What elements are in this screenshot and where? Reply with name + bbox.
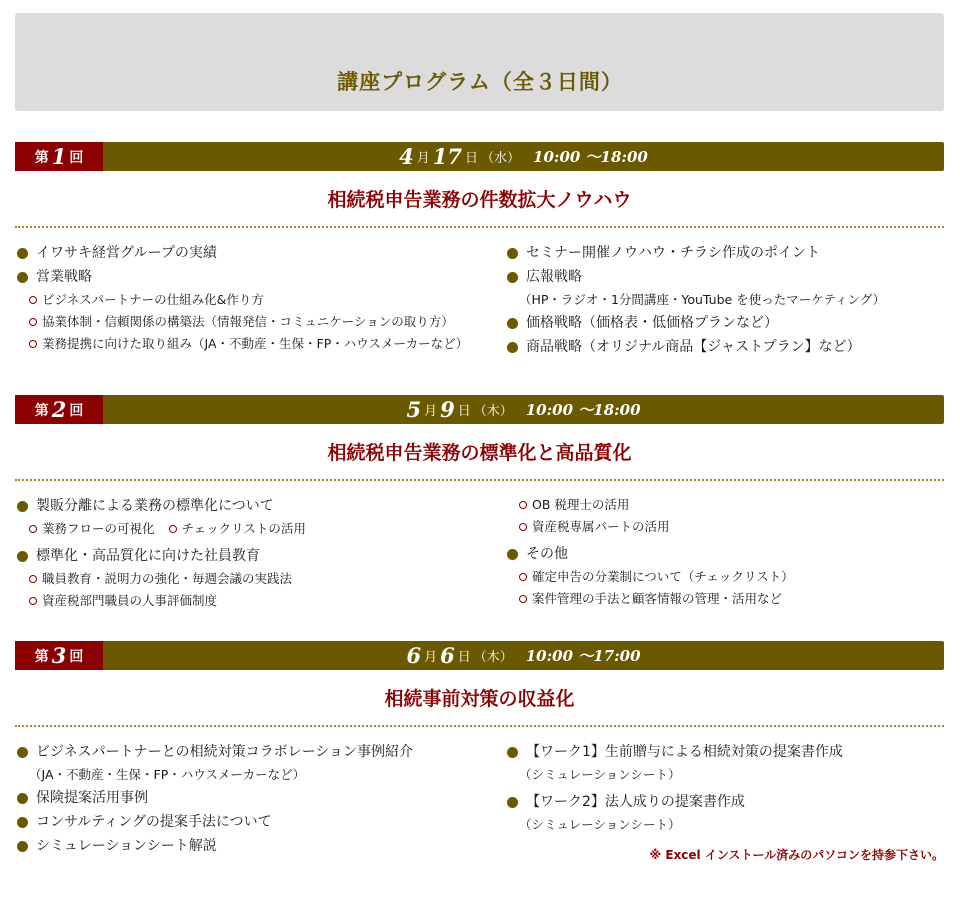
excel-footnote: ※ Excel インストール済みのパソコンを持参下さい。	[649, 848, 944, 862]
item-note: （JA・不動産・生保・FP・ハウスメーカーなど）	[29, 767, 306, 782]
ring-bullet-icon	[29, 340, 37, 348]
session-number: 1	[51, 144, 67, 169]
session-2-date	[103, 395, 944, 424]
date-day-unit: 日	[457, 650, 471, 665]
date-day: 9	[440, 397, 455, 422]
date-weekday: （水）	[481, 151, 521, 166]
sub-item-text: 協業体制・信頼関係の構築法（情報発信・コミュニケーションの取り方）	[42, 314, 454, 329]
sub-item-text: 確定申告の分業制について（チェックリスト）	[532, 569, 794, 584]
session-2-badge	[15, 395, 103, 424]
list-item-text: コンサルティングの提案手法について	[36, 814, 272, 830]
bullet-icon	[17, 747, 28, 758]
session-2-title: 相続税申告業務の標準化と高品質化	[327, 442, 632, 464]
sub-item-text: 資産税部門職員の人事評価制度	[42, 593, 218, 608]
date-month: 5	[406, 397, 422, 422]
list-item-text: 【ワーク2】法人成りの提案書作成	[526, 794, 745, 810]
dotted-divider	[15, 479, 944, 481]
session-1-badge	[15, 142, 103, 171]
session-3-badge	[15, 641, 103, 670]
session-label-prefix: 第	[34, 149, 49, 166]
session-label-suffix: 回	[69, 648, 84, 665]
sub-item	[505, 516, 944, 538]
list-item-text: 保険提案活用事例	[36, 790, 148, 806]
bullet-icon	[507, 797, 518, 808]
sub-item	[15, 518, 505, 540]
list-item-text: 広報戦略	[526, 269, 582, 285]
list-item-text: 価格戦略（価格表・低価格プランなど）	[526, 315, 778, 331]
date-month: 6	[406, 643, 422, 668]
header-box	[15, 13, 944, 111]
date-time: 10:00 ～17:00	[525, 647, 641, 665]
list-item	[505, 542, 944, 566]
date-day-unit: 日	[457, 404, 471, 419]
list-item	[15, 810, 505, 834]
bullet-icon	[507, 549, 518, 560]
sub-item	[15, 590, 505, 612]
session-number: 3	[51, 643, 67, 668]
bullet-icon	[17, 272, 28, 283]
session-2-bar	[15, 395, 944, 424]
session-1-bar	[15, 142, 944, 171]
date-day-unit: 日	[465, 151, 479, 166]
sub-item	[15, 568, 505, 590]
bullet-icon	[17, 501, 28, 512]
session-label-prefix: 第	[34, 402, 49, 419]
list-item	[15, 265, 505, 289]
bullet-icon	[507, 248, 518, 259]
bullet-icon	[17, 793, 28, 804]
ring-bullet-icon	[29, 525, 37, 533]
sub-item	[505, 566, 944, 588]
session-2	[15, 395, 944, 612]
sub-item	[505, 588, 944, 610]
dotted-divider	[15, 725, 944, 727]
session-number: 2	[51, 397, 67, 422]
date-month-unit: 月	[416, 151, 430, 166]
bullet-icon	[507, 342, 518, 353]
list-item-text: 【ワーク1】生前贈与による相続対策の提案書作成	[526, 744, 843, 760]
session-label-suffix: 回	[69, 402, 84, 419]
sub-item-text: OB 税理士の活用	[532, 497, 630, 512]
ring-bullet-icon	[29, 597, 37, 605]
date-month: 4	[399, 144, 414, 169]
session-label-prefix: 第	[34, 648, 49, 665]
list-item-text: シミュレーションシート解説	[36, 838, 217, 854]
dotted-divider	[15, 226, 944, 228]
session-3-bar	[15, 641, 944, 670]
list-item	[15, 740, 505, 764]
date-month-unit: 月	[424, 650, 438, 665]
bullet-icon	[17, 248, 28, 259]
list-item	[505, 335, 944, 359]
list-item-text: ビジネスパートナーとの相続対策コラボレーション事例紹介	[36, 744, 414, 760]
list-item	[505, 265, 944, 289]
list-item	[505, 241, 944, 265]
list-item	[15, 241, 505, 265]
sub-item-text: 業務フローの可視化	[42, 521, 155, 536]
ring-bullet-icon	[29, 296, 37, 304]
list-item	[505, 790, 944, 814]
ring-bullet-icon	[519, 523, 527, 531]
ring-bullet-icon	[519, 501, 527, 509]
list-item-text: 商品戦略（オリジナル商品【ジャストプラン】など）	[526, 339, 861, 355]
list-item-text: イワサキ経営グループの実績	[36, 245, 217, 261]
session-2-right-column	[505, 494, 944, 612]
list-item	[505, 311, 944, 335]
list-item-text: セミナー開催ノウハウ・チラシ作成のポイント	[526, 245, 820, 261]
page-title: 講座プログラム（全３日間）	[337, 70, 623, 94]
ring-bullet-icon	[519, 595, 527, 603]
bullet-icon	[507, 272, 518, 283]
session-label-suffix: 回	[69, 149, 84, 166]
sub-item-text: 案件管理の手法と顧客情報の管理・活用など	[532, 591, 783, 606]
session-1-title: 相続税申告業務の件数拡大ノウハウ	[327, 189, 632, 211]
list-item	[15, 786, 505, 810]
sub-item-text: ビジネスパートナーの仕組み化&作り方	[42, 292, 264, 307]
session-3	[15, 641, 944, 858]
session-3-left-column	[15, 740, 505, 858]
date-weekday: （木）	[473, 650, 513, 665]
list-item-text: 営業戦略	[36, 269, 92, 285]
session-1-left-column	[15, 241, 505, 359]
session-3-right-column	[505, 740, 944, 858]
ring-bullet-icon	[519, 573, 527, 581]
list-item	[15, 544, 505, 568]
item-note: （シミュレーションシート）	[519, 817, 681, 832]
item-note: （HP・ラジオ・1分間講座・YouTube を使ったマーケティング）	[519, 292, 886, 307]
bullet-icon	[17, 817, 28, 828]
sub-item-text: 職員教育・説明力の強化・毎週会議の実践法	[42, 571, 293, 586]
list-item-text: 製販分離による業務の標準化について	[36, 498, 274, 514]
date-month-unit: 月	[424, 404, 438, 419]
session-1-date	[103, 142, 944, 171]
session-3-date	[103, 641, 944, 670]
sub-item-text: チェックリストの活用	[181, 521, 306, 536]
list-item-text: 標準化・高品質化に向けた社員教育	[36, 548, 260, 564]
ring-bullet-icon	[29, 575, 37, 583]
session-1	[15, 142, 944, 359]
date-time: 10:00 ～18:00	[533, 148, 648, 166]
list-item	[505, 740, 944, 764]
session-2-left-column	[15, 494, 505, 612]
sub-item	[505, 494, 944, 516]
list-item-text: その他	[526, 546, 568, 562]
sub-item	[15, 311, 505, 333]
sub-item	[15, 333, 505, 355]
ring-bullet-icon	[169, 525, 177, 533]
ring-bullet-icon	[29, 318, 37, 326]
bullet-icon	[507, 318, 518, 329]
date-weekday: （木）	[473, 404, 513, 419]
date-day: 6	[440, 643, 455, 668]
date-time: 10:00 ～18:00	[525, 401, 641, 419]
session-1-right-column	[505, 241, 944, 359]
session-3-title: 相続事前対策の収益化	[384, 688, 575, 710]
bullet-icon	[17, 551, 28, 562]
item-note: （シミュレーションシート）	[519, 767, 681, 782]
list-item	[15, 834, 505, 858]
date-day: 17	[432, 144, 463, 169]
list-item	[15, 494, 505, 518]
bullet-icon	[17, 841, 28, 852]
sub-item-text: 資産税専属パートの活用	[532, 519, 670, 534]
bullet-icon	[507, 747, 518, 758]
sub-item	[15, 289, 505, 311]
sub-item-text: 業務提携に向けた取り組み（JA・不動産・生保・FP・ハウスメーカーなど）	[42, 336, 469, 351]
